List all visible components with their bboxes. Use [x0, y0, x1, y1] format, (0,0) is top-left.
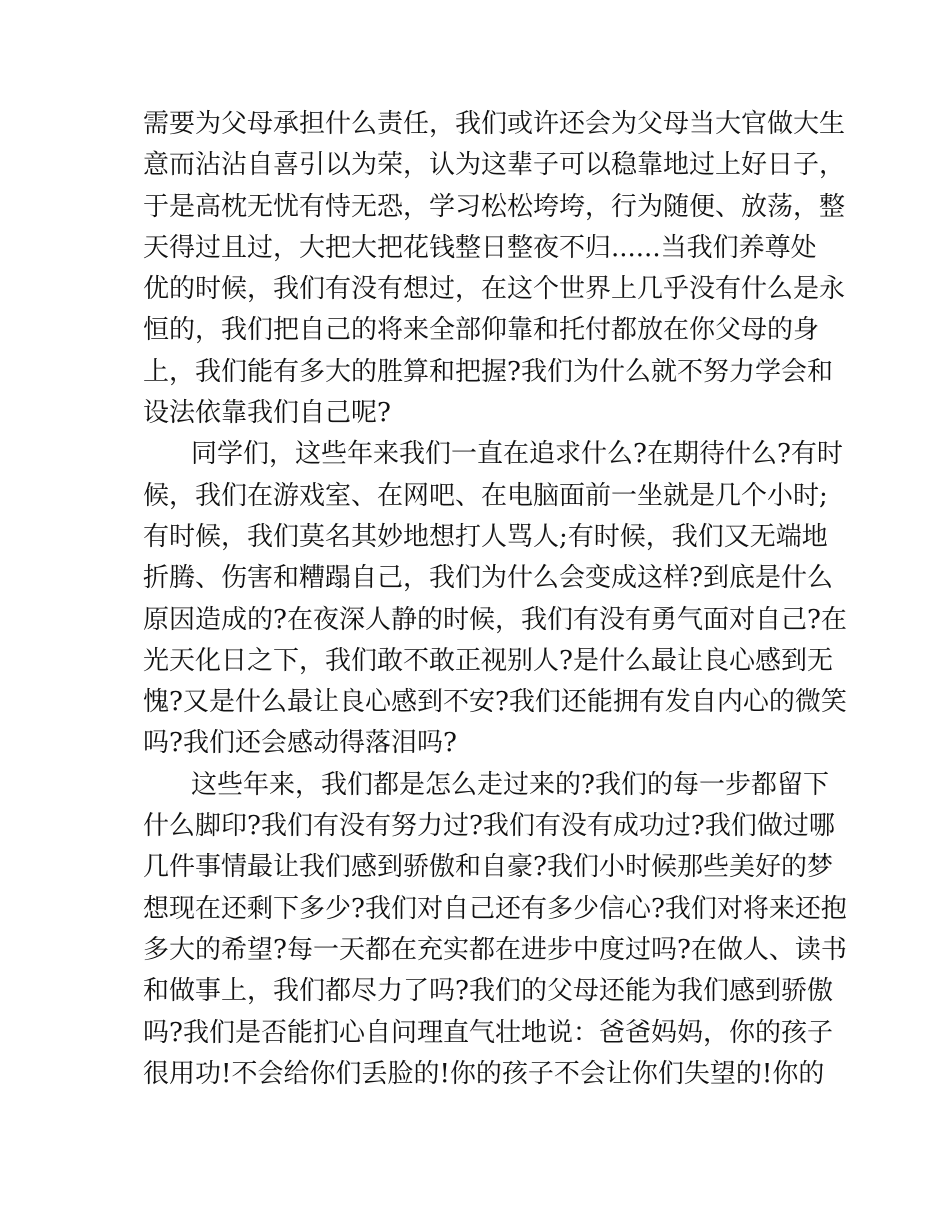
text-line: 折腾、伤害和糟蹋自己，我们为什么会变成这样?到底是什么	[143, 563, 833, 594]
text-line: 多大的希望?每一天都在充实都在进步中度过吗?在做人、读书	[143, 934, 847, 965]
text-line: 有时候，我们莫名其妙地想打人骂人;有时候，我们又无端地	[143, 521, 828, 552]
text-line: 吗?我们还会感动得落泪吗?	[143, 728, 457, 759]
text-line: 需要为父母承担什么责任，我们或许还会为父母当大官做大生	[143, 109, 846, 139]
document-body	[143, 104, 847, 1095]
text-line: 上，我们能有多大的胜算和把握?我们为什么就不努力学会和	[143, 356, 833, 387]
text-line: 想现在还剩下多少?我们对自己还有多少信心?我们对将来还抱	[143, 893, 847, 924]
text-line: 天得过且过，大把大把花钱整日整夜不归......当我们养尊处	[143, 232, 817, 263]
text-line: 恒的，我们把自己的将来全部仰靠和托付都放在你父母的身	[143, 315, 820, 346]
text-line: 很用功!不会给你们丢脸的!你的孩子不会让你们失望的!你的	[143, 1058, 825, 1089]
text-line: 吗?我们是否能扪心自问理直气壮地说：爸爸妈妈，你的孩子	[143, 1017, 833, 1048]
text-line: 光天化日之下，我们敢不敢正视别人?是什么最让良心感到无	[143, 645, 833, 676]
text-line: 什么脚印?我们有没有努力过?我们有没有成功过?我们做过哪	[143, 811, 835, 842]
text-line: 于是高枕无忧有恃无恐，学习松松垮垮，行为随便、放荡，整	[143, 191, 846, 222]
paragraph-2	[143, 434, 847, 764]
text-line: 和做事上，我们都尽力了吗?我们的父母还能为我们感到骄傲	[143, 976, 833, 1007]
text-line: 这些年来，我们都是怎么走过来的?我们的每一步都留下	[191, 769, 829, 800]
text-line: 同学们，这些年来我们一直在追求什么?在期待什么?有时	[191, 439, 843, 470]
paragraph-1	[143, 104, 846, 434]
text-line: 优的时候，我们有没有想过，在这个世界上几乎没有什么是永	[143, 274, 846, 305]
text-line: 意而沾沾自喜引以为荣，认为这辈子可以稳靠地过上好日子，	[143, 150, 846, 181]
text-line: 原因造成的?在夜深人静的时候，我们有没有勇气面对自己?在	[143, 604, 847, 635]
text-line: 候，我们在游戏室、在网吧、在电脑面前一坐就是几个小时;	[143, 480, 828, 511]
text-line: 愧?又是什么最让良心感到不安?我们还能拥有发自内心的微笑	[143, 687, 847, 718]
text-line: 几件事情最让我们感到骄傲和自豪?我们小时候那些美好的梦	[143, 852, 833, 883]
text-line: 设法依靠我们自己呢?	[143, 398, 391, 429]
paragraph-3	[143, 765, 847, 1095]
